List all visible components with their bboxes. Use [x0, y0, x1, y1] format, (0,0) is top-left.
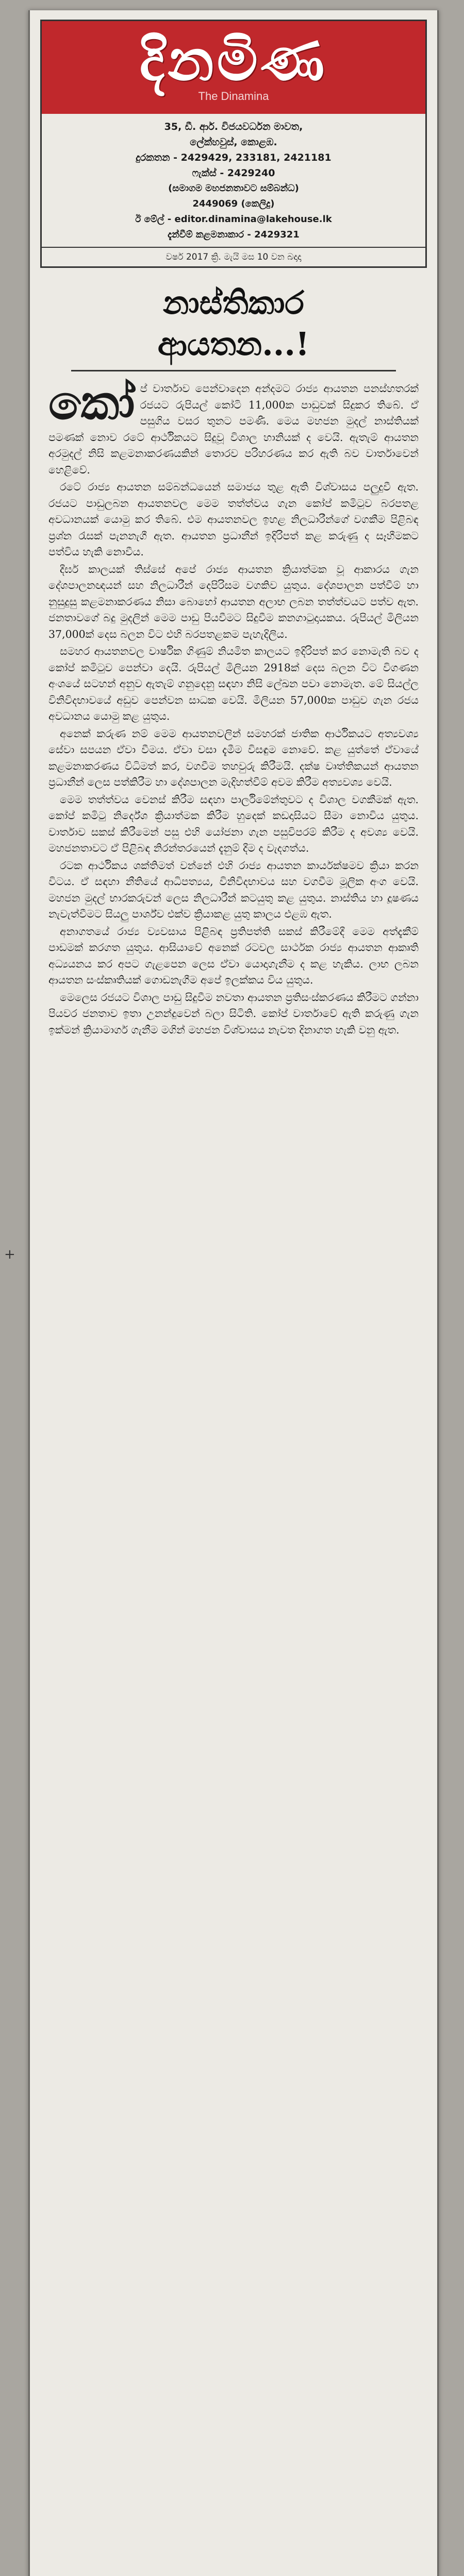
- article-paragraph-5: අනෙක් කරුණ නම් මෙම ආයතනවලින් සමහරක් ජාතික ආර්ථිකයට අත්‍යවශ්‍ය සේවා සපයන ඒවා වීමය. ඒවා වසා දැමීම විසඳුම නොවේ. කළ යුත්තේ ඒවායේ කළමනාකරණය විධිමත් කර, වගවීම තහවුරු කිරීමයි. දක්ෂ වෘත්තිකයන් ආයතන ප්‍රධානීන් ලෙස පත්කිරීම හා දේශපාලන මැදිහත්වීම් අවම කිරීම අත්‍යවශ්‍ය වෙයි.: [48, 727, 419, 788]
- article-headline: [51, 282, 417, 365]
- article-paragraph-7: රටක ආර්ථිකය ශක්තිමත් වන්නේ එහි රාජ්‍ය ආයතන කාර්යක්ෂමව ක්‍රියා කරන විටය. ඒ සඳහා නීතියේ ආධිපත්‍යය, විනිවිදභාවය සහ වගවීම මූලික අංග වෙයි. මහජන මුදල් භාරකරුවන් ලෙස නිලධාරීන් කටයුතු කළ යුතුය. නාස්තිය හා දූෂණය නැවැත්වීමට සියලු පාර්ශ්ව එක්ව ක්‍රියාකළ යුතු කාලය එළඹ ඇත.: [48, 859, 419, 920]
- address-line: 35, ඩී. ආර්. විජයවර්ධන මාවත,: [164, 121, 303, 132]
- article-body: [48, 375, 419, 1038]
- contact-block: [42, 114, 425, 247]
- article-paragraph-9: මෙලෙස රජයට විශාල පාඩු සිදුවීම නවතා ආයතන ප්‍රතිසංස්කරණය කිරීමට ගන්නා පියවර ජනතාව ඉතා උනන්දුවෙන් බලා සිටිති. කෝප් වාර්තාවේ ඇති කරුණු ගැන ඉක්මන් ක්‍රියාමාර්ග ගැනීම මගින් මහජන විශ්වාසය නැවත දිනාගත හැකි වනු ඇත.: [48, 991, 419, 1036]
- drop-cap: කෝ: [48, 375, 135, 430]
- headline-line-2: ආයතන...!: [157, 325, 310, 363]
- address-line-2: ලේක්හවුස්, කොළඹ.: [190, 137, 277, 148]
- advert-line: (සමාගම මහජනතාවට සම්බන්ධ): [168, 183, 299, 194]
- logo-band: [42, 21, 425, 114]
- headline-divider: [71, 370, 396, 371]
- newspaper-logo: දිනමිණ: [139, 27, 328, 93]
- article-paragraph-4: සමහර ආයතනවල වාර්ෂික ගිණුම් නියමිත කාලයට ඉදිරිපත් කර නොමැති බව ද කෝප් කමිටුව පෙන්වා දෙයි. රුපියල් මිලියන 2918ක් දෙස බලන විට විගණන අංශයේ සටහන් අනුව ඇතැම් ගනුදෙනු සඳහා නිසි ලේඛන පවා නොමැත. මේ සියල්ල විනිවිදභාවයේ අඩුව පෙන්වන සාධක වෙයි. මිලියන 57,000ක පාඩුව ගැන රජය අවධානය යොමු කළ යුතුය.: [48, 645, 419, 722]
- issue-date: වර්ෂ 2017 ක්‍රි. මැයි මස 10 වන බදාදා: [42, 247, 425, 266]
- newspaper-clipping: [28, 10, 439, 2576]
- ads-line: දැන්වීම් කළමනාකාර - 2429321: [168, 229, 300, 240]
- fax-number: ෆැක්ස් - 2429240: [192, 167, 275, 179]
- crosshair-mark-icon: +: [4, 1247, 15, 1262]
- logo-subtitle: The Dinamina: [198, 90, 269, 103]
- phone-numbers: දුරකතන - 2429429, 233181, 2421181: [136, 152, 332, 163]
- article-paragraph-1: [48, 375, 419, 478]
- article-paragraph-2: රටේ රාජ්‍ය ආයතන සම්බන්ධයෙන් සමාජය තුළ ඇති විශ්වාසය පලුදුවී ඇත. රජයට පාඩුලබන ආයතනවල මෙම තත්ත්වය ගැන කෝප් කමිටුව බරපතළ අවධානයක් යොමු කර තිබේ. එම ආයතනවල ඉහළ නිලධාරීන්ගේ වගකීම පිළිබඳ ප්‍රශ්න රැසක් පැනනැගී ඇත. ආයතන ප්‍රධානීන් ඉදිරිපත් කළ කරුණු ද සෑහීමකට පත්විය හැකි නොවීය.: [48, 481, 419, 558]
- masthead: [40, 20, 427, 268]
- article-paragraph-6: මෙම තත්ත්වය වෙනස් කිරීම සඳහා පාර්ලිමේන්තුවට ද විශාල වගකීමක් ඇත. කෝප් කමිටු නිර්දේශ ක්‍රියාත්මක කිරීම හුදෙක් කඩදාසියට සීමා නොවිය යුතුය. වාර්තාව සකස් කිරීමෙන් පසු එහි යෝජනා ගැන පසුවිපරම් කිරීම ද අවශ්‍ය වෙයි. මහජනතාවට ඒ පිළිබඳ නිරන්තරයෙන් දැනුම් දීම ද වැදගත්ය.: [48, 793, 419, 854]
- paragraph-text: ප් වාර්තාව පෙන්වාදෙන අන්දමට රාජ්‍ය ආයතන පනස්හතරක් රජයට රුපියල් කෝටි 11,000ක පාඩුවක් සිදුකර තිබේ. ඒ පසුගිය වසර තුනට පමණී. මෙය මහජන මුදල් නාස්තියක් පමණක් නොව රටේ ආර්ථිකයට සිදුවූ විශාල හානියක් ද වෙයි. ඇතැම් ආයතන අරමුදල් නිසි කළමනාකරණයකින් තොරව පරිහරණය කර ඇති බව වාර්තාවෙන් හෙළිවේ.: [48, 382, 419, 476]
- article-paragraph-3: දීර්ඝ කාලයක් තිස්සේ අපේ රාජ්‍ය ආයතන ක්‍රියාත්මක වූ ආකාරය ගැන දේශපාලනඥයන් සහ නිලධාරීන් දෙපිරිසම වගකිව යුතුය. දේශපාලන පත්වීම් හා නුසුදුසු කළමනාකරණය නිසා බොහෝ ආයතන අලාභ ලබන තත්ත්වයට පත්ව ඇත. ජනතාවගේ බදු මුදලින් මෙම පාඩු පියවීමට සිදුවීම කනගාටුදායකය. රුපියල් මිලියන 37,000ක් දෙස බලන විට එහි බරපතළකම පැහැදිලිය.: [48, 563, 419, 640]
- headline-line-1: නාස්තිකාර: [163, 284, 304, 321]
- email-line: ඊ මේල් - editor.dinamina@lakehouse.lk: [135, 214, 332, 225]
- advert-phone: 2449069 (කෙලිදු): [192, 198, 275, 209]
- article-paragraph-8: අනාගතයේ රාජ්‍ය ව්‍යවසාය පිළිබඳ ප්‍රතිපත්ති සකස් කිරීමේදී මෙම අත්දැකීම් පාඩමක් කරගත යුතුය. ආසියාවේ අනෙක් රටවල සාර්ථක රාජ්‍ය ආයතන ආකෘති අධ්‍යයනය කර අපට ගැළපෙන ලෙස ඒවා යොදාගැනීම ද කළ හැකිය. ලාභ ලබන ආයතන සංස්කෘතියක් ගොඩනැගීම අපේ ඉලක්කය විය යුතුය.: [48, 925, 419, 986]
